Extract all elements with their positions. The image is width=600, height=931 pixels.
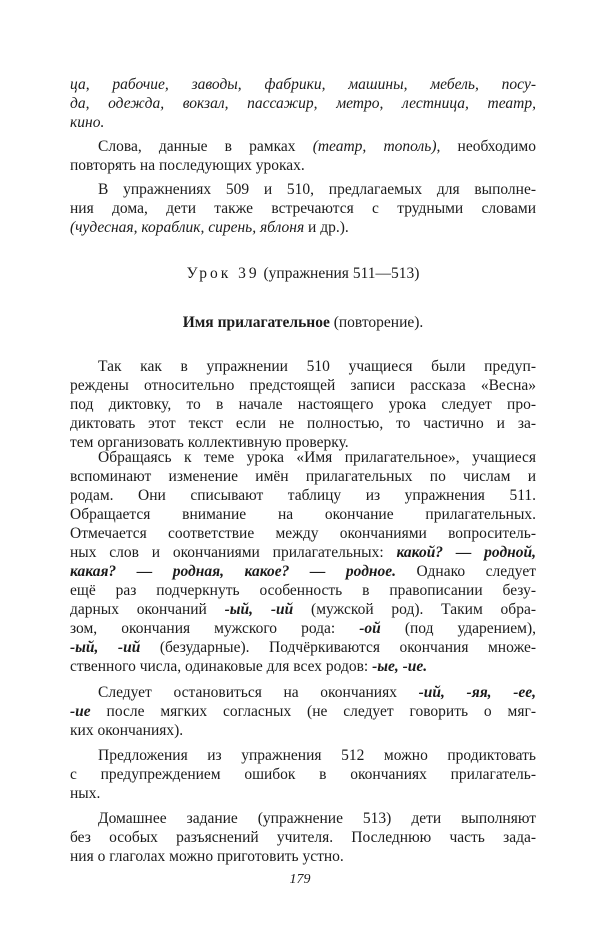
text-line: ких окончаниях). [70, 722, 184, 739]
text-line: ния о глаголах можно приготовить устно. [70, 848, 344, 865]
text-line: с предупреждением ошибок в окончаниях прилагатель- [70, 766, 536, 783]
text-line: зом, окончания мужского рода: -ой (под ударением), [70, 620, 536, 637]
topic-heading [70, 313, 536, 332]
text-line: Отмечается соответствие между окончаниями вопроситель- [70, 525, 536, 542]
paragraph-main [70, 448, 536, 676]
text-line: да, одежда, вокзал, пассажир, метро, лестница, театр, [70, 95, 536, 112]
text-line: Слова, данные в рамках (театр, тополь), необходимо [98, 138, 536, 155]
text-line: В упражнениях 509 и 510, предлагаемых для выполне- [98, 181, 536, 198]
text-line: -ие после мягких согласных (не следует говорить о мяг- [70, 703, 536, 720]
text-line: вспоминают изменение имён прилагательных по числам и [70, 468, 536, 485]
topic-title: Имя прилагательное (повторение). [182, 314, 424, 331]
text-line: дарных окончаний -ый, -ий (мужской род). Таким обра- [70, 601, 536, 618]
text-line: кино. [70, 114, 105, 131]
text-line: ца, рабочие, заводы, фабрики, машины, мебель, посу- [70, 76, 536, 93]
paragraph-dictation [70, 357, 536, 452]
text-line: реждены относительно предстоящей записи рассказа «Весна» [70, 377, 536, 394]
word-list-paragraph [70, 75, 536, 132]
paragraph-exercises [70, 180, 536, 237]
text-line: Так как в упражнении 510 учащиеся были предуп- [98, 358, 536, 375]
text-line: без особых разъяснений учителя. Последнюю часть зада- [70, 829, 536, 846]
text-line: -ый, -ий (безударные). Подчёркиваются окончания множе- [70, 639, 536, 656]
text-line: родам. Они списывают таблицу из упражнения 511. [70, 487, 536, 504]
text-line: какая? — родная, какое? — родное. Однако следует [70, 563, 537, 580]
text-line: ных слов и окончаниями прилагательных: какой? — родной, [70, 544, 536, 561]
lesson-heading [70, 264, 536, 283]
paragraph-words [70, 137, 536, 175]
text-line: Обращаясь к теме урока «Имя прилагательное», учащиеся [98, 449, 536, 466]
paragraph-exercise-512 [70, 746, 536, 803]
text-line: тем организовать коллективную проверку. [70, 434, 349, 451]
text-line: диктовать этот текст если не полностью, то частично и за- [70, 415, 536, 432]
text-line: повторять на последующих уроках. [70, 157, 305, 174]
text-line: Домашнее задание (упражнение 513) дети выполняют [98, 810, 536, 827]
page-number: 179 [289, 872, 311, 887]
text-line: ственного числа, одинаковые для всех родов: -ые, -ие. [70, 658, 428, 675]
text-line: Следует остановиться на окончаниях -ий, -яя, -ее, [98, 684, 536, 701]
paragraph-soft-endings [70, 683, 536, 740]
text-line: ния дома, дети также встречаются с трудными словами [70, 200, 536, 217]
paragraph-homework [70, 809, 536, 866]
text-line: Предложения из упражнения 512 можно продиктовать [98, 747, 536, 764]
text-line: Обращается внимание на окончание прилагательных. [70, 506, 536, 523]
text-line: ещё раз подчеркнуть особенность в правописании безу- [70, 582, 536, 599]
lesson-title: Урок 39 (упражнения 511—513) [186, 265, 420, 282]
text-line: ных. [70, 785, 101, 802]
text-line: под диктовку, то в начале настоящего урока следует про- [70, 396, 536, 413]
text-line: (чудесная, кораблик, сирень, яблоня и др.). [70, 219, 349, 236]
